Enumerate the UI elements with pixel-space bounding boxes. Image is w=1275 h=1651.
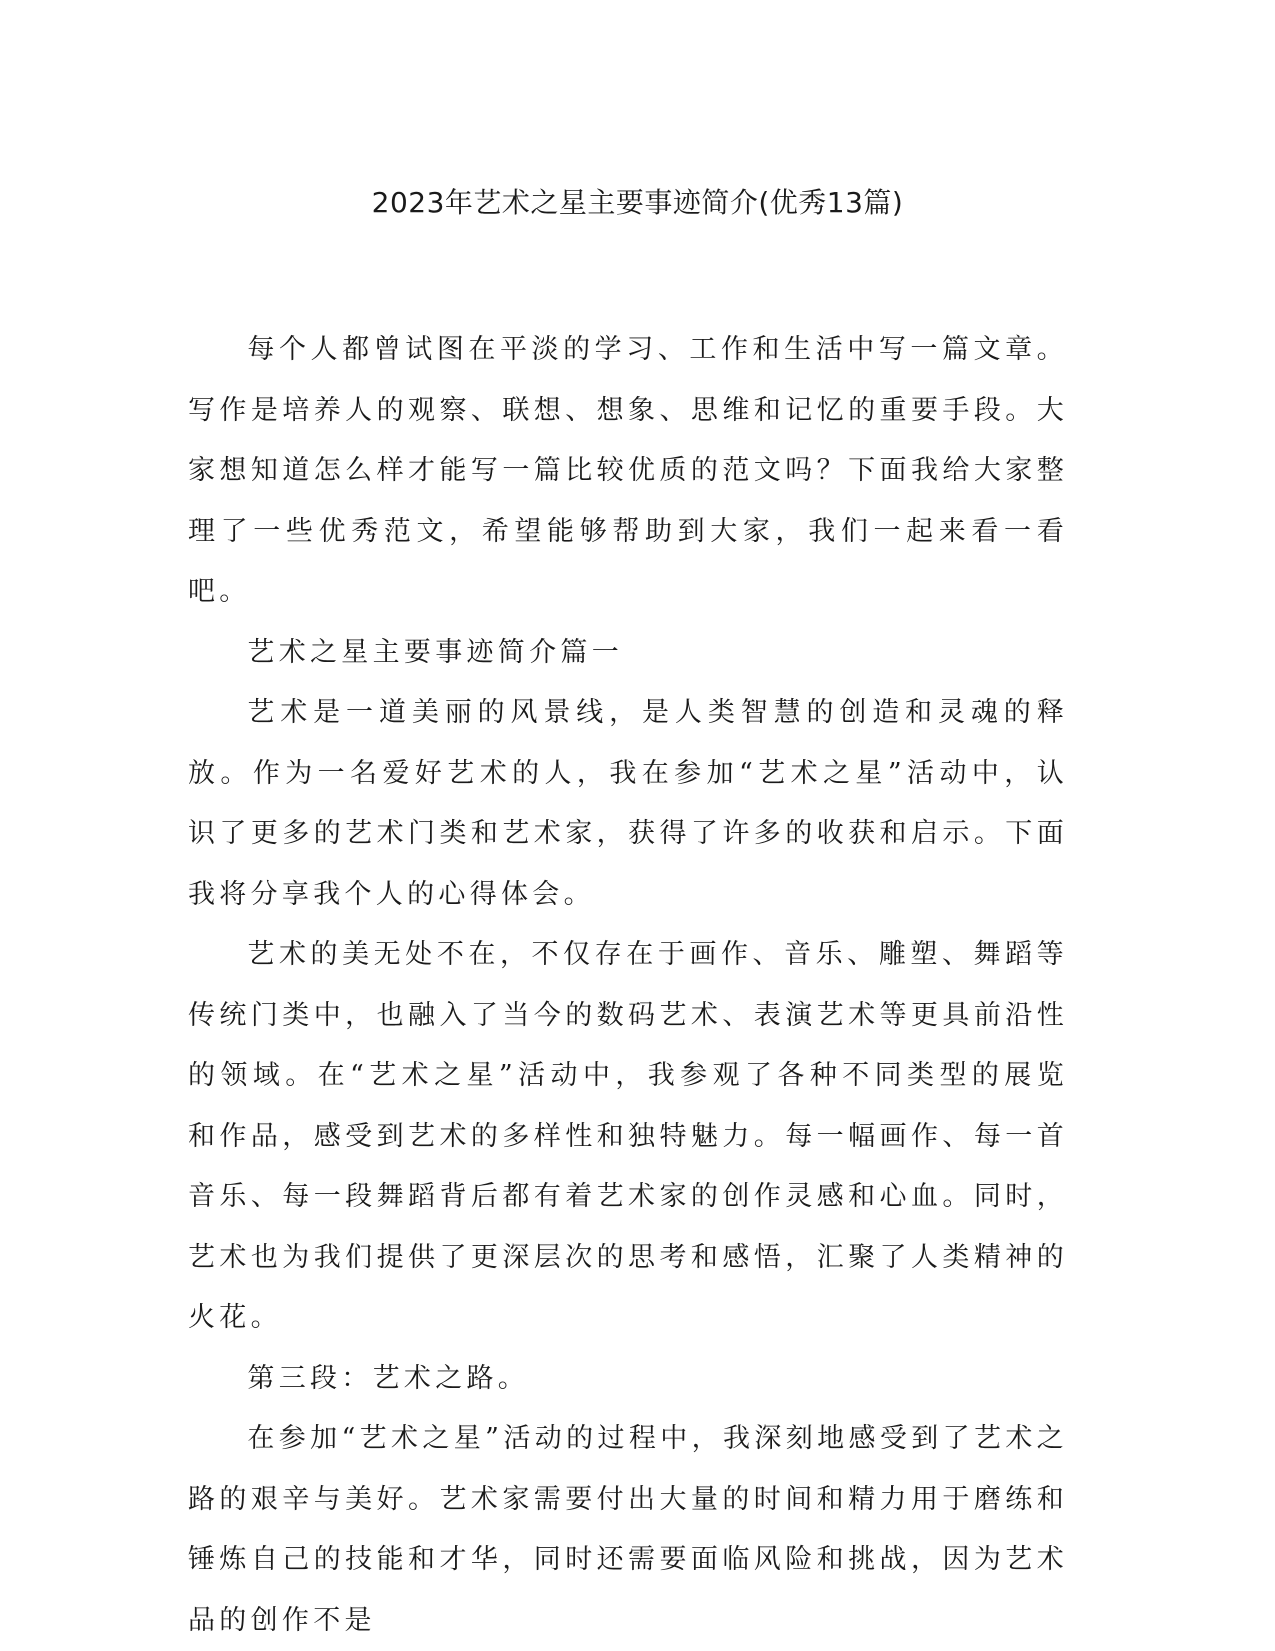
section-heading: 艺术之星主要事迹简介篇一 xyxy=(247,636,623,668)
intro-paragraph: 每个人都曾试图在平淡的学习、工作和生活中写一篇文章。写作是培养人的观察、联想、想象、思维和记忆的重要手段。大家想知道怎么样才能写一篇比较优质的范文吗？下面我给大家整理了一些优秀范文，希望能够帮助到大家，我们一起来看一看吧。 xyxy=(188,334,1068,607)
body-paragraph: 艺术是一道美丽的风景线，是人类智慧的创造和灵魂的释放。作为一名爱好艺术的人，我在参加“艺术之星”活动中，认识了更多的艺术门类和艺术家，获得了许多的收获和启示。下面我将分享我个人的心得体会。 xyxy=(188,697,1068,910)
document-title: 2023年艺术之星主要事迹简介(优秀13篇) xyxy=(371,186,904,219)
body-paragraph: 在参加“艺术之星”活动的过程中，我深刻地感受到了艺术之路的艰辛与美好。艺术家需要付出大量的时间和精力用于磨练和锤炼自己的技能和才华，同时还需要面临风险和挑战，因为艺术品的创作不是 xyxy=(188,1423,1068,1636)
body-paragraph: 艺术的美无处不在，不仅存在于画作、音乐、雕塑、舞蹈等传统门类中，也融入了当今的数码艺术、表演艺术等更具前沿性的领域。在“艺术之星”活动中，我参观了各种不同类型的展览和作品，感受到艺术的多样性和独特魅力。每一幅画作、每一首音乐、每一段舞蹈背后都有着艺术家的创作灵感和心血。同时，艺术也为我们提供了更深层次的思考和感悟，汇聚了人类精神的火花。 xyxy=(188,939,1068,1333)
section-subheading: 第三段：艺术之路。 xyxy=(247,1362,530,1394)
document-body xyxy=(188,320,1068,1651)
